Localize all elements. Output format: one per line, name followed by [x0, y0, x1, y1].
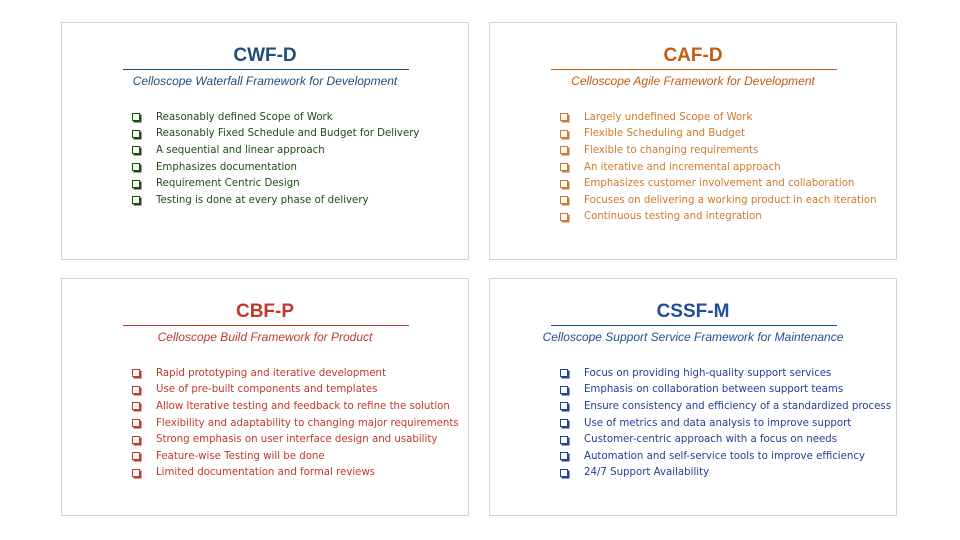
square-bullet-icon: [560, 196, 568, 204]
list-item: [132, 175, 419, 192]
square-bullet-icon: [132, 130, 140, 138]
list-item: [132, 126, 419, 143]
list-item: [560, 175, 877, 192]
list-item: [132, 382, 459, 399]
list-item-text: Use of pre-built components and templates: [156, 384, 378, 396]
square-bullet-icon: [132, 436, 140, 444]
list-item: [132, 415, 459, 432]
square-bullet-icon: [132, 402, 140, 410]
square-bullet-icon: [560, 419, 568, 427]
card-subtitle: Celloscope Agile Framework for Development: [571, 74, 815, 88]
list-item: [560, 415, 891, 432]
square-bullet-icon: [560, 469, 568, 477]
list-item-text: Focuses on delivering a working product in each iteration: [584, 194, 877, 206]
list-item: [560, 431, 891, 448]
square-bullet-icon: [132, 196, 140, 204]
square-bullet-icon: [560, 146, 568, 154]
list-item: [132, 431, 459, 448]
list-item: [560, 465, 891, 482]
card-subtitle: Celloscope Waterfall Framework for Development: [132, 74, 398, 88]
list-item: [560, 109, 877, 126]
card-cssf-m: [489, 278, 897, 516]
bullet-list: [132, 109, 419, 209]
square-bullet-icon: [132, 469, 140, 477]
square-bullet-icon: [560, 180, 568, 188]
list-item: [132, 448, 459, 465]
square-bullet-icon: [132, 419, 140, 427]
list-item-text: Continuous testing and integration: [584, 211, 762, 223]
square-bullet-icon: [560, 452, 568, 460]
list-item: [560, 448, 891, 465]
list-item-text: Use of metrics and data analysis to improve support: [584, 417, 852, 429]
list-item-text: Flexible to changing requirements: [584, 144, 759, 156]
square-bullet-icon: [560, 402, 568, 410]
list-item-text: Allow Iterative testing and feedback to refine the solution: [156, 400, 450, 412]
list-item: [132, 398, 459, 415]
card-cbf-p: [61, 278, 469, 516]
square-bullet-icon: [132, 163, 140, 171]
square-bullet-icon: [132, 146, 140, 154]
list-item-text: Ensure consistency and efficiency of a standardized process: [584, 400, 892, 412]
list-item: [560, 398, 891, 415]
square-bullet-icon: [560, 163, 568, 171]
list-item: [560, 209, 877, 226]
list-item-text: Flexible Scheduling and Budget: [584, 128, 746, 140]
list-item: [560, 142, 877, 159]
card-title: CSSF-M: [656, 301, 730, 322]
list-item: [132, 159, 419, 176]
list-item-text: Requirement Centric Design: [156, 178, 300, 190]
list-item-text: Automation and self-service tools to improve efficiency: [584, 450, 865, 462]
list-item-text: Largely undefined Scope of Work: [584, 111, 753, 123]
square-bullet-icon: [560, 130, 568, 138]
card-title: CWF-D: [233, 45, 297, 66]
square-bullet-icon: [560, 386, 568, 394]
list-item-text: Customer-centric approach with a focus on needs: [584, 434, 838, 446]
list-item: [132, 142, 419, 159]
list-item-text: Emphasizes documentation: [156, 161, 297, 173]
square-bullet-icon: [560, 436, 568, 444]
list-item-text: Flexibility and adaptability to changing major requirements: [156, 417, 459, 429]
bullet-list: [560, 109, 877, 225]
list-item: [560, 126, 877, 143]
title-underline: [551, 69, 837, 70]
title-underline: [123, 69, 409, 70]
square-bullet-icon: [560, 213, 568, 221]
list-item-text: Emphasis on collaboration between support teams: [584, 384, 844, 396]
list-item-text: Reasonably defined Scope of Work: [156, 111, 333, 123]
list-item-text: A sequential and linear approach: [156, 144, 325, 156]
list-item-text: Feature-wise Testing will be done: [156, 450, 325, 462]
square-bullet-icon: [132, 369, 140, 377]
list-item: [560, 159, 877, 176]
list-item: [132, 465, 459, 482]
list-item: [132, 365, 459, 382]
card-cwf-d: [61, 22, 469, 260]
square-bullet-icon: [560, 369, 568, 377]
square-bullet-icon: [132, 452, 140, 460]
square-bullet-icon: [132, 180, 140, 188]
list-item-text: 24/7 Support Availability: [584, 467, 710, 479]
list-item-text: Limited documentation and formal reviews: [156, 467, 376, 479]
list-item-text: Emphasizes customer involvement and collaboration: [584, 178, 855, 190]
card-subtitle: Celloscope Build Framework for Product: [157, 330, 373, 344]
square-bullet-icon: [132, 386, 140, 394]
list-item-text: An iterative and incremental approach: [584, 161, 781, 173]
list-item: [132, 192, 419, 209]
list-item-text: Rapid prototyping and iterative development: [156, 367, 386, 379]
list-item: [560, 192, 877, 209]
bullet-list: [560, 365, 891, 481]
list-item-text: Reasonably Fixed Schedule and Budget for Delivery: [156, 128, 420, 140]
card-title: CAF-D: [663, 45, 723, 66]
list-item-text: Testing is done at every phase of delivery: [156, 194, 369, 206]
title-underline: [551, 325, 837, 326]
list-item-text: Focus on providing high-quality support services: [584, 367, 832, 379]
card-title: CBF-P: [235, 301, 295, 322]
card-caf-d: [489, 22, 897, 260]
bullet-list: [132, 365, 459, 481]
card-subtitle: Celloscope Support Service Framework for Maintenance: [542, 330, 844, 344]
square-bullet-icon: [560, 113, 568, 121]
title-underline: [123, 325, 409, 326]
square-bullet-icon: [132, 113, 140, 121]
list-item: [560, 382, 891, 399]
list-item: [560, 365, 891, 382]
list-item-text: Strong emphasis on user interface design and usability: [156, 434, 438, 446]
list-item: [132, 109, 419, 126]
